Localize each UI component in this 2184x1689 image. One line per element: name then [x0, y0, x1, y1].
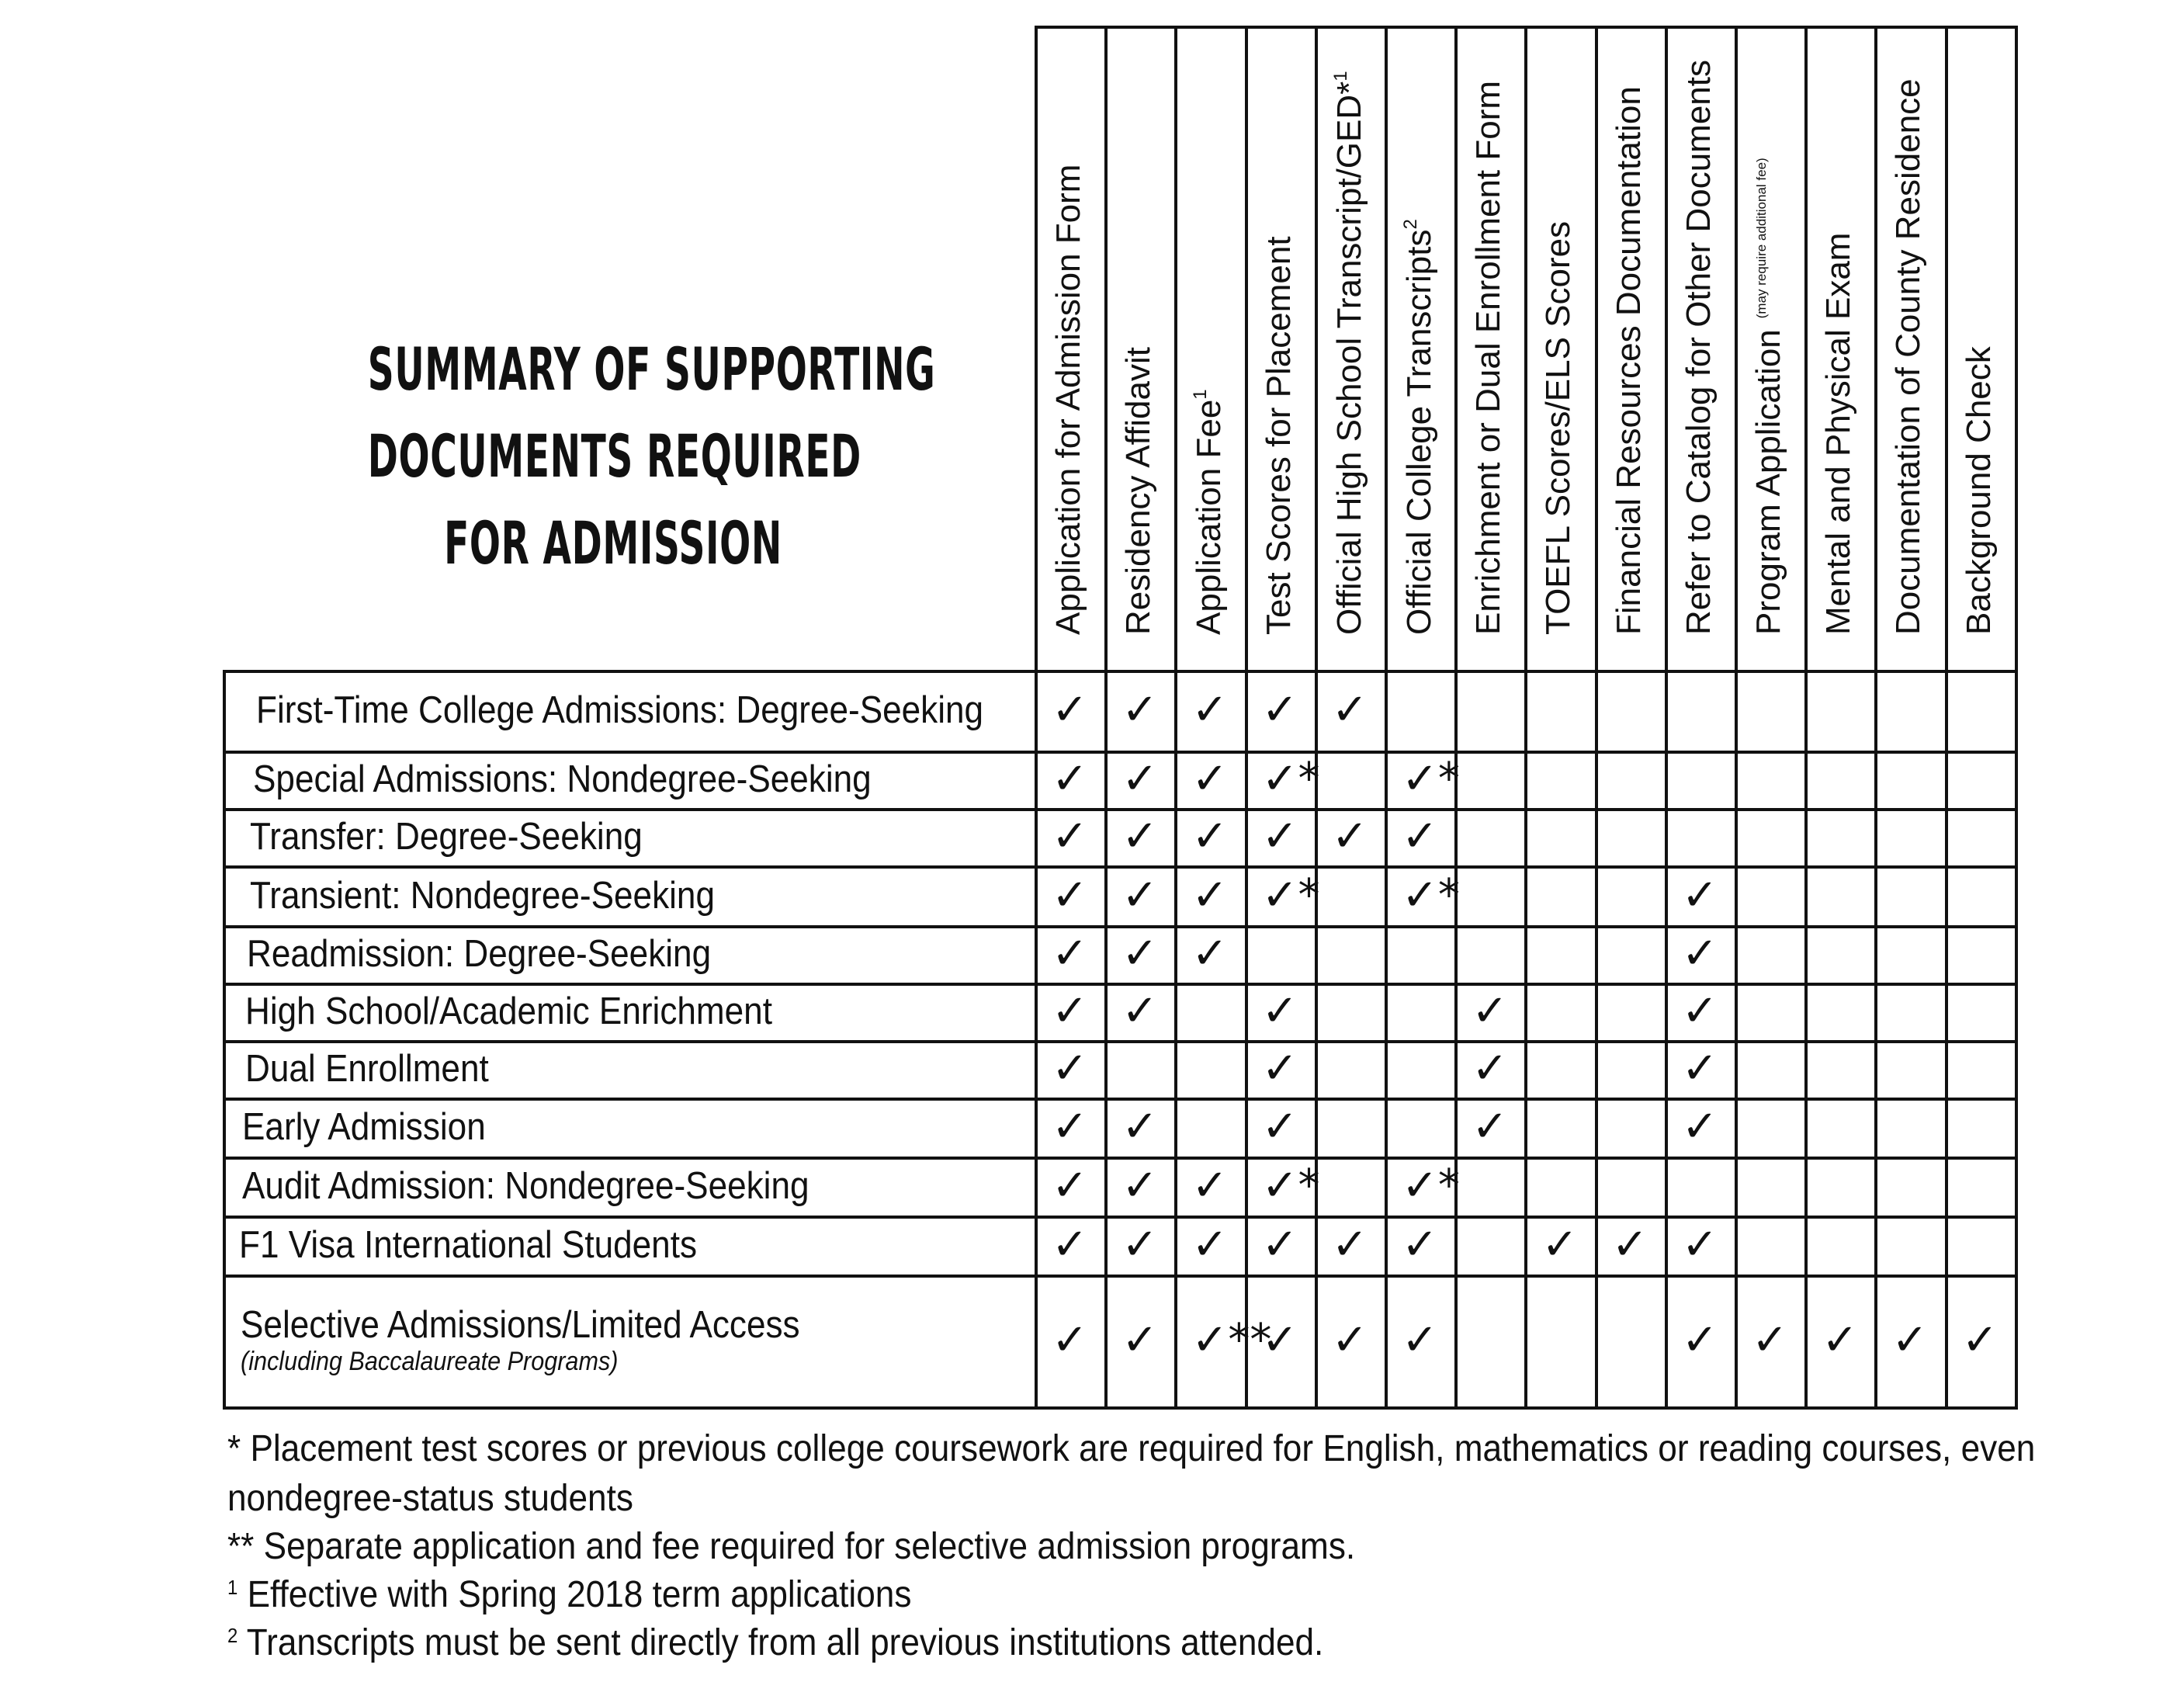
column-divider: [1595, 26, 1598, 1410]
column-header-superscript: 1: [1329, 71, 1351, 82]
checkmark-icon: ✓*: [1261, 754, 1320, 804]
column-header-label: Background Check: [1959, 346, 1998, 635]
checkmark-icon: ✓: [1121, 1101, 1159, 1152]
checkmark-icon: ✓: [1121, 1160, 1159, 1211]
checkmark-icon: ✓: [1331, 811, 1368, 862]
title-line-3: FOR ADMISSION: [444, 508, 782, 577]
checkmark-icon: ✓: [1611, 1219, 1648, 1270]
column-header: [1121, 347, 1156, 635]
checkmark-icon: ✓: [1331, 1315, 1368, 1365]
checkmark-icon: ✓: [1402, 1315, 1438, 1365]
row-divider: [223, 1406, 2018, 1410]
row-divider: [223, 1216, 2018, 1219]
checkmark-icon: ✓: [1541, 1219, 1579, 1270]
checkmark-icon: ✓: [1331, 1219, 1368, 1270]
checkmark-icon: ✓: [1681, 869, 1718, 921]
checkmark-icon: ✓: [1052, 1315, 1088, 1365]
checkmark-icon: ✓: [1752, 1315, 1788, 1365]
checkmark-icon: ✓: [1681, 1101, 1718, 1152]
checkmark-icon: ✓: [1681, 1315, 1718, 1365]
checkmark-icon: ✓: [1121, 869, 1159, 921]
checkmark-icon: ✓: [1121, 928, 1159, 979]
column-header-label: Application Fee: [1190, 399, 1229, 635]
checkmark-icon: ✓: [1191, 754, 1229, 804]
footnote: [227, 1571, 911, 1619]
checkmark-icon: ✓: [1052, 869, 1088, 921]
checkmark-icon: ✓: [1121, 685, 1159, 735]
checkmark-icon: ✓: [1052, 685, 1088, 735]
checkmark-icon: ✓*: [1261, 869, 1320, 921]
checkmark-icon: ✓: [1681, 986, 1718, 1036]
column-header: [1959, 346, 1998, 635]
column-header: [1749, 158, 1787, 635]
column-header-label: Mental and Physical Exam: [1819, 232, 1858, 635]
checkmark-icon: ✓: [1052, 1219, 1088, 1270]
column-header-label: Refer to Catalog for Other Documents: [1679, 60, 1718, 635]
column-divider: [2015, 26, 2018, 1410]
footnote-marker: 2: [227, 1624, 238, 1647]
column-header-label: Official College Transcripts: [1400, 229, 1438, 635]
column-header: [1891, 78, 1926, 635]
checkmark-icon: ✓: [1261, 1315, 1298, 1365]
row-label: Early Admission: [242, 1106, 486, 1148]
footnote-text: Transcripts must be sent directly from all previous institutions attended.: [246, 1622, 1324, 1663]
checkmark-icon: ✓: [1052, 986, 1088, 1036]
column-header: [1819, 232, 1858, 635]
column-divider: [1524, 26, 1527, 1410]
column-header: [1679, 60, 1718, 635]
title-line-2: DOCUMENTS REQUIRED: [367, 421, 861, 491]
checkmark-icon: ✓: [1121, 986, 1159, 1036]
footnote: [227, 1619, 1323, 1667]
checkmark-icon: ✓: [1052, 928, 1088, 979]
checkmark-icon: ✓: [1191, 1219, 1229, 1270]
checkmark-icon: ✓: [1822, 1315, 1859, 1365]
footnote-text: Effective with Spring 2018 term applications: [247, 1574, 912, 1615]
checkmark-icon: ✓**: [1191, 1315, 1272, 1365]
column-header-superscript: 1: [1190, 389, 1212, 400]
footnote-marker: **: [227, 1526, 255, 1567]
row-label: Readmission: Degree-Seeking: [247, 933, 712, 975]
checkmark-icon: ✓: [1121, 754, 1159, 804]
checkmark-icon: ✓*: [1402, 1160, 1460, 1211]
column-header-label: Documentation of County Residence: [1889, 78, 1928, 635]
checkmark-icon: ✓: [1891, 1315, 1929, 1365]
page-title: [367, 326, 936, 587]
row-label: Transfer: Degree-Seeking: [250, 816, 643, 858]
row-divider: [223, 925, 2018, 928]
checkmark-icon: ✓: [1961, 1315, 1999, 1365]
column-header-label: Financial Resources Documentation: [1609, 86, 1648, 635]
checkmark-icon: ✓: [1402, 1219, 1438, 1270]
column-divider: [1174, 26, 1177, 1410]
column-header: [1609, 86, 1648, 635]
footnote-continuation: nondegree-status students: [227, 1478, 633, 1519]
column-divider: [1245, 26, 1248, 1410]
column-header-note: (may require additional fee): [1754, 158, 1769, 319]
column-header: [1541, 221, 1576, 635]
footnote-text: Placement test scores or previous college coursework are required for English, mathematics or reading courses, even: [250, 1428, 2036, 1469]
title-line-1: SUMMARY OF SUPPORTING: [367, 335, 936, 404]
row-divider: [223, 751, 2018, 754]
row-label: F1 Visa International Students: [239, 1224, 698, 1266]
column-divider: [1104, 26, 1108, 1410]
checkmark-icon: ✓: [1261, 811, 1298, 862]
row-divider: [223, 1098, 2018, 1101]
checkmark-icon: ✓: [1052, 811, 1088, 862]
row-label: Transient: Nondegree-Seeking: [250, 874, 715, 917]
footnote-marker: 1: [227, 1576, 238, 1599]
row-label: First-Time College Admissions: Degree-Seeking: [256, 689, 984, 731]
row-label: Special Admissions: Nondegree-Seeking: [253, 758, 872, 800]
checkmark-icon: ✓: [1191, 928, 1229, 979]
column-header: [1329, 71, 1368, 635]
column-header-label: Program Application: [1749, 329, 1787, 635]
row-divider: [223, 808, 2018, 811]
checkmark-icon: ✓*: [1402, 869, 1460, 921]
checkmark-icon: ✓: [1472, 1043, 1509, 1094]
row-divider: [223, 1157, 2018, 1160]
checkmark-icon: ✓: [1191, 1160, 1229, 1211]
column-header: [1259, 236, 1298, 635]
checkmark-icon: ✓*: [1261, 1160, 1320, 1211]
checkmark-icon: ✓*: [1402, 754, 1460, 804]
row-divider: [223, 1040, 2018, 1043]
checkmark-icon: ✓: [1472, 986, 1509, 1036]
column-header: [1190, 389, 1229, 635]
row-label: Selective Admissions/Limited Access: [241, 1304, 800, 1346]
checkmark-icon: ✓: [1261, 986, 1298, 1036]
column-divider: [1735, 26, 1738, 1410]
column-header: [1469, 80, 1508, 635]
row-label: Dual Enrollment: [245, 1048, 489, 1090]
row-divider: [223, 865, 2018, 869]
column-divider: [1874, 26, 1877, 1410]
checkmark-icon: ✓: [1402, 811, 1438, 862]
row-label: High School/Academic Enrichment: [245, 990, 772, 1032]
footnote: [227, 1523, 1355, 1571]
column-header-label: Test Scores for Placement: [1259, 236, 1298, 635]
checkmark-icon: ✓: [1331, 685, 1368, 735]
checkmark-icon: ✓: [1052, 1160, 1088, 1211]
column-divider: [1804, 26, 1808, 1410]
row-divider: [223, 670, 2018, 673]
column-divider: [1945, 26, 1948, 1410]
footnote-text: Separate application and fee required for selective admission programs.: [263, 1526, 1356, 1567]
checkmark-icon: ✓: [1681, 1219, 1718, 1270]
footnote-marker: *: [227, 1428, 241, 1469]
checkmark-icon: ✓: [1052, 1101, 1088, 1152]
column-divider: [1665, 26, 1668, 1410]
checkmark-icon: ✓: [1121, 1315, 1159, 1365]
column-header-label: Enrichment or Dual Enrollment Form: [1469, 80, 1508, 635]
checkmark-icon: ✓: [1191, 811, 1229, 862]
checkmark-icon: ✓: [1191, 869, 1229, 921]
checkmark-icon: ✓: [1681, 928, 1718, 979]
checkmark-icon: ✓: [1121, 811, 1159, 862]
row-label: Audit Admission: Nondegree-Seeking: [242, 1165, 809, 1207]
footnote: [227, 1425, 2035, 1473]
checkmark-icon: ✓: [1472, 1101, 1509, 1152]
column-header-label: TOEFL Scores/ELS Scores: [1539, 220, 1578, 635]
row-divider: [223, 983, 2018, 986]
column-header-label: Official High School Transcript/GED*: [1329, 81, 1368, 635]
checkmark-icon: ✓: [1052, 1043, 1088, 1094]
row-sublabel: (including Baccalaureate Programs): [241, 1347, 619, 1376]
checkmark-icon: ✓: [1261, 1219, 1298, 1270]
column-divider: [1385, 26, 1388, 1410]
column-header-label: Application for Admission Form: [1049, 164, 1087, 635]
column-divider: [1035, 26, 1038, 1410]
checkmark-icon: ✓: [1681, 1043, 1718, 1094]
column-header: [1402, 219, 1437, 635]
checkmark-icon: ✓: [1191, 685, 1229, 735]
checkmark-icon: ✓: [1261, 1043, 1298, 1094]
checkmark-icon: ✓: [1052, 754, 1088, 804]
checkmark-icon: ✓: [1261, 1101, 1298, 1152]
checkmark-icon: ✓: [1121, 1219, 1159, 1270]
column-header-label: Residency Affidavit: [1119, 347, 1158, 635]
row-divider: [223, 1275, 2018, 1278]
checkmark-icon: ✓: [1261, 685, 1298, 735]
column-header: [1049, 164, 1087, 635]
column-header-superscript: 2: [1400, 219, 1421, 230]
